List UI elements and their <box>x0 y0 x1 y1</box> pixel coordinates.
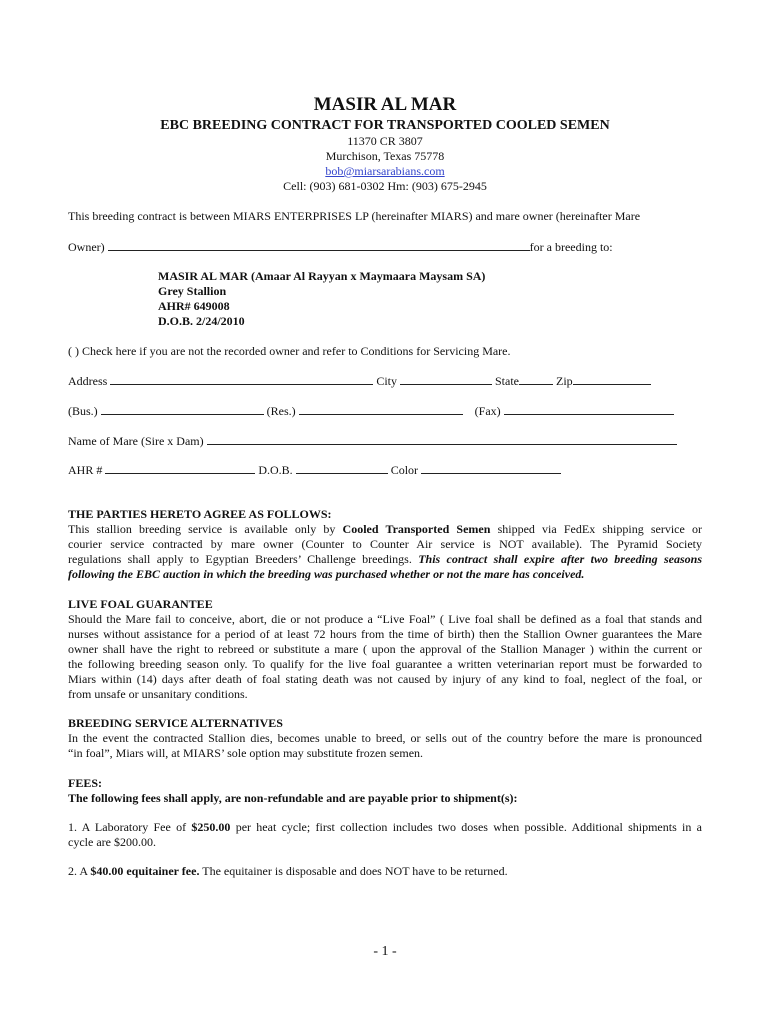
parties-text: regulations shall apply to Egyptian Breeders’ Challenge breedings. <box>68 552 419 566</box>
res-label: (Res.) <box>266 404 296 418</box>
fee-item-1 <box>68 820 702 850</box>
parties-emphasis: Cooled Transported Semen <box>342 522 491 536</box>
parties-heading: THE PARTIES HERETO AGREE AS FOLLOWS: <box>68 507 332 521</box>
parties-emphasis: This contract shall expire after two breeding seasons <box>418 552 703 566</box>
mare-dob-field[interactable] <box>296 462 388 474</box>
fax-label: (Fax) <box>474 404 501 418</box>
state-label: State <box>495 374 519 388</box>
state-field[interactable] <box>519 373 553 385</box>
fee-amount: $40.00 equitainer fee. <box>90 864 200 878</box>
mare-color-label: Color <box>390 463 419 477</box>
phone-line: Cell: (903) 681-0302 Hm: (903) 675-2945 <box>283 179 487 193</box>
parties-line-1 <box>68 522 702 537</box>
document-subtitle: EBC BREEDING CONTRACT FOR TRANSPORTED COOLED SEMEN <box>160 118 610 133</box>
fax-field[interactable] <box>504 403 674 415</box>
foal-line: Miars within (14) days after death of foal stating death was not caused by injury of any kind to foal, neglect of the foal, or <box>68 672 702 686</box>
fee-item-2 <box>68 864 508 879</box>
address-row <box>68 373 651 389</box>
breeding-to-label: for a breeding to: <box>529 240 613 254</box>
res-phone-field[interactable] <box>299 403 463 415</box>
owner-label: Owner) <box>68 240 105 254</box>
fee-text: 2. A <box>68 864 91 878</box>
mare-ahr-row <box>68 462 561 478</box>
parties-line-3 <box>68 552 702 567</box>
parties-paragraph <box>68 522 702 582</box>
alternatives-heading: BREEDING SERVICE ALTERNATIVES <box>68 716 283 730</box>
owner-line <box>68 239 613 255</box>
stallion-dob: D.O.B. 2/24/2010 <box>158 314 245 328</box>
parties-line-2: courier service contracted by mare owner (Counter to Counter Air service is NOT available). The Pyramid Society <box>68 537 702 551</box>
stallion-ahr: AHR# 649008 <box>158 299 230 313</box>
parties-line-4: following the EBC auction in which the breeding was purchased whether or not the mare has conceived. <box>68 567 585 581</box>
address-line-2: Murchison, Texas 75778 <box>325 149 445 163</box>
address-field[interactable] <box>110 373 373 385</box>
foal-line: the following breeding season only. To qualify for the live foal guarantee a written veterinarian report must be forwarded to <box>68 657 702 671</box>
mare-name-label: Name of Mare (Sire x Dam) <box>68 434 204 448</box>
mare-name-field[interactable] <box>207 433 677 445</box>
fee-text: 1. A Laboratory Fee of <box>68 820 192 834</box>
alternatives-line-1: In the event the contracted Stallion dies, becomes unable to breed, or sells out of the country before the mare is pronounced <box>68 731 702 745</box>
mare-ahr-label: AHR # <box>68 463 103 477</box>
email-link[interactable]: bob@miarsarabians.com <box>325 164 445 178</box>
city-field[interactable] <box>400 373 492 385</box>
foal-heading: LIVE FOAL GUARANTEE <box>68 597 213 611</box>
fee-item-1-line-2: cycle are $200.00. <box>68 835 156 849</box>
mare-name-row <box>68 433 677 449</box>
foal-line: from unsafe or unsanitary conditions. <box>68 687 248 701</box>
zip-field[interactable] <box>573 373 651 385</box>
alternatives-paragraph <box>68 731 702 761</box>
zip-label: Zip <box>556 374 573 388</box>
fees-subheading: The following fees shall apply, are non-refundable and are payable prior to shipment(s): <box>68 791 518 805</box>
fee-item-1-line-1 <box>68 820 702 835</box>
fee-amount: $250.00 <box>191 820 231 834</box>
fees-heading: FEES: <box>68 776 103 790</box>
intro-line: This breeding contract is between MIARS ENTERPRISES LP (hereinafter MIARS) and mare owner (hereinafter Mare <box>68 209 641 223</box>
bus-phone-field[interactable] <box>101 403 264 415</box>
mare-dob-label: D.O.B. <box>258 463 293 477</box>
email-line <box>0 164 770 179</box>
alternatives-line-2: “in foal”, Miars will, at MIARS’ sole option may substitute frozen semen. <box>68 746 424 760</box>
address-line-1: 11370 CR 3807 <box>347 134 423 148</box>
fee-text: The equitainer is disposable and does NOT have to be returned. <box>199 864 508 878</box>
owner-checkbox-line[interactable]: ( ) Check here if you are not the recorded owner and refer to Conditions for Servicing Mare. <box>68 344 511 358</box>
foal-line: Should the Mare fail to conceive, abort, die or not produce a “Live Foal” ( Live foal shall be defined as a foal that stands and <box>68 612 702 626</box>
fee-text: per heat cycle; first collection includes two doses when possible. Additional shipments in a <box>230 820 702 834</box>
parties-text: This stallion breeding service is available only by <box>68 522 343 536</box>
foal-line: owner shall have the right to rebreed or substitute a mare ( upon the approval of the Stallion Manager ) within the current or <box>68 642 702 656</box>
owner-field[interactable] <box>108 239 530 251</box>
foal-paragraph <box>68 612 702 702</box>
mare-color-field[interactable] <box>421 462 561 474</box>
parties-text: shipped via FedEx shipping service or <box>490 522 702 536</box>
bus-label: (Bus.) <box>68 404 98 418</box>
page-number: - 1 - <box>373 944 397 959</box>
page-title: MASIR AL MAR <box>313 94 457 115</box>
foal-line: nurses without assistance for a period of at least 72 hours from the time of birth) then the Stallion Owner guarantees the Mare <box>68 627 702 641</box>
address-label: Address <box>68 374 108 388</box>
stallion-name: MASIR AL MAR (Amaar Al Rayyan x Maymaara Maysam SA) <box>158 269 486 283</box>
stallion-color: Grey Stallion <box>158 284 227 298</box>
phone-row <box>68 403 674 419</box>
city-label: City <box>376 374 397 388</box>
mare-ahr-field[interactable] <box>105 462 255 474</box>
